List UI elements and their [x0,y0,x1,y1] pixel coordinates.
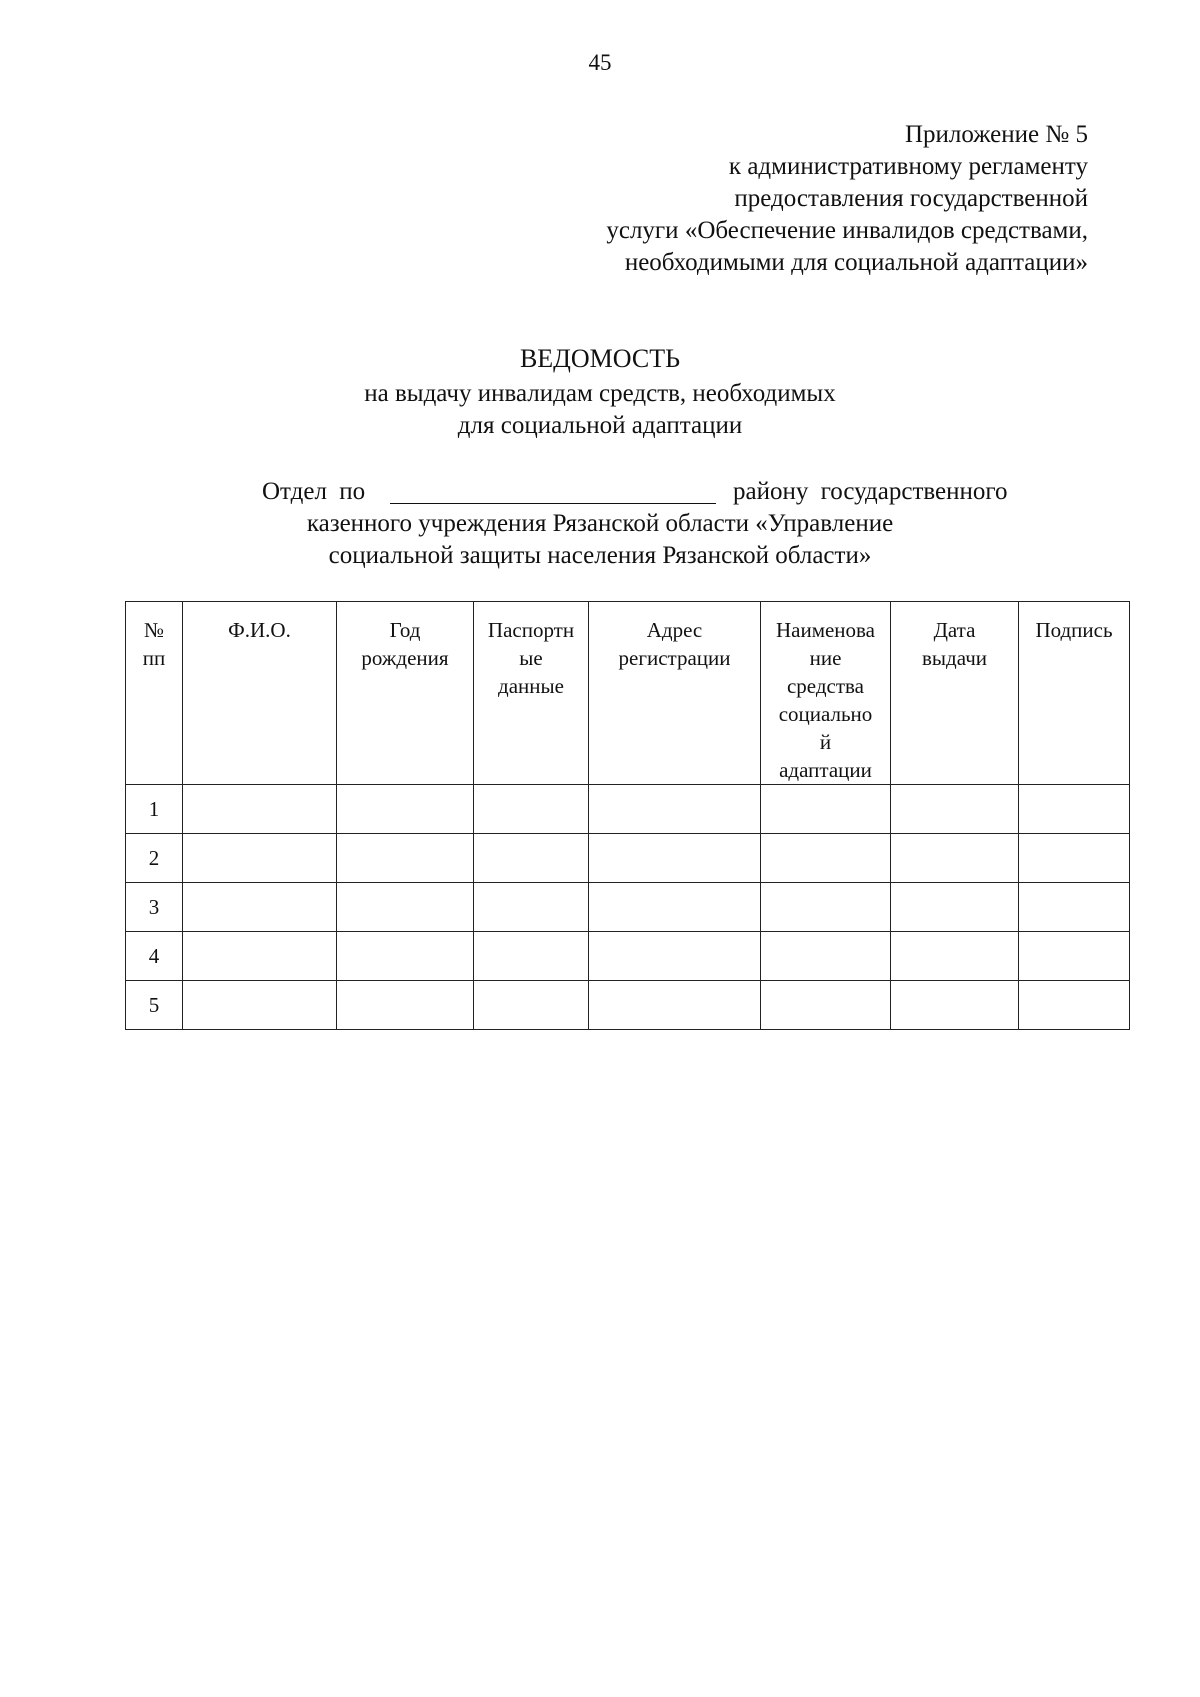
header-signature: Подпись [1019,602,1130,785]
empty-cell [589,981,761,1030]
subtitle-line: на выдачу инвалидам средств, необходимых [364,380,836,407]
row-number: 5 [126,981,183,1030]
table-row [126,981,1130,1030]
empty-cell [891,785,1019,834]
empty-cell [474,981,589,1030]
subtitle-line: для социальной адаптации [457,412,743,439]
empty-cell [474,932,589,981]
empty-cell [474,834,589,883]
empty-cell [183,883,337,932]
header-registration-address: Адрес регистрации [589,602,761,785]
empty-cell [1019,883,1130,932]
document-title: ВЕДОМОСТЬ [519,344,681,373]
empty-cell [589,932,761,981]
appendix-line: необходимыми для социальной адаптации» [624,249,1088,276]
empty-cell [337,834,474,883]
header-number: № пп [126,602,183,785]
empty-cell [761,785,891,834]
row-number: 1 [126,785,183,834]
header-birth-year: Год рождения [337,602,474,785]
empty-cell [589,834,761,883]
appendix-line: к административному регламенту [728,153,1088,180]
department-first-line [0,476,1200,508]
district-blank-field [390,503,716,504]
empty-cell [337,981,474,1030]
empty-cell [1019,785,1130,834]
empty-cell [337,785,474,834]
appendix-line: предоставления государственной [734,185,1088,212]
issuance-table [125,601,1130,1030]
empty-cell [589,785,761,834]
table-row [126,883,1130,932]
empty-cell [891,834,1019,883]
department-suffix: району государственного [733,478,1008,505]
page-number: 45 [588,50,612,75]
table-header-row [126,602,1130,785]
table-row [126,834,1130,883]
header-full-name: Ф.И.О. [183,602,337,785]
empty-cell [474,785,589,834]
appendix-line: услуги «Обеспечение инвалидов средствами, [606,217,1088,244]
department-block [0,476,1200,572]
department-line: казенного учреждения Рязанской области «Управление [306,510,894,537]
empty-cell [891,883,1019,932]
header-passport-data: Паспортн ые данные [474,602,589,785]
empty-cell [337,932,474,981]
empty-cell [1019,932,1130,981]
appendix-line: Приложение № 5 [904,121,1088,148]
empty-cell [761,981,891,1030]
empty-cell [183,834,337,883]
header-issue-date: Дата выдачи [891,602,1019,785]
empty-cell [337,883,474,932]
empty-cell [183,932,337,981]
empty-cell [891,981,1019,1030]
table-row [126,785,1130,834]
table-row [126,932,1130,981]
department-line: социальной защиты населения Рязанской области» [328,542,872,569]
empty-cell [761,932,891,981]
empty-cell [761,883,891,932]
appendix-note [448,119,1088,279]
header-means-name: Наименова ние средства социально й адаптации [761,602,891,785]
empty-cell [891,932,1019,981]
empty-cell [183,785,337,834]
empty-cell [183,981,337,1030]
empty-cell [1019,981,1130,1030]
document-subtitle [0,378,1200,442]
row-number: 4 [126,932,183,981]
empty-cell [1019,834,1130,883]
empty-cell [761,834,891,883]
department-prefix: Отдел по [262,478,366,505]
row-number: 2 [126,834,183,883]
empty-cell [589,883,761,932]
row-number: 3 [126,883,183,932]
empty-cell [474,883,589,932]
